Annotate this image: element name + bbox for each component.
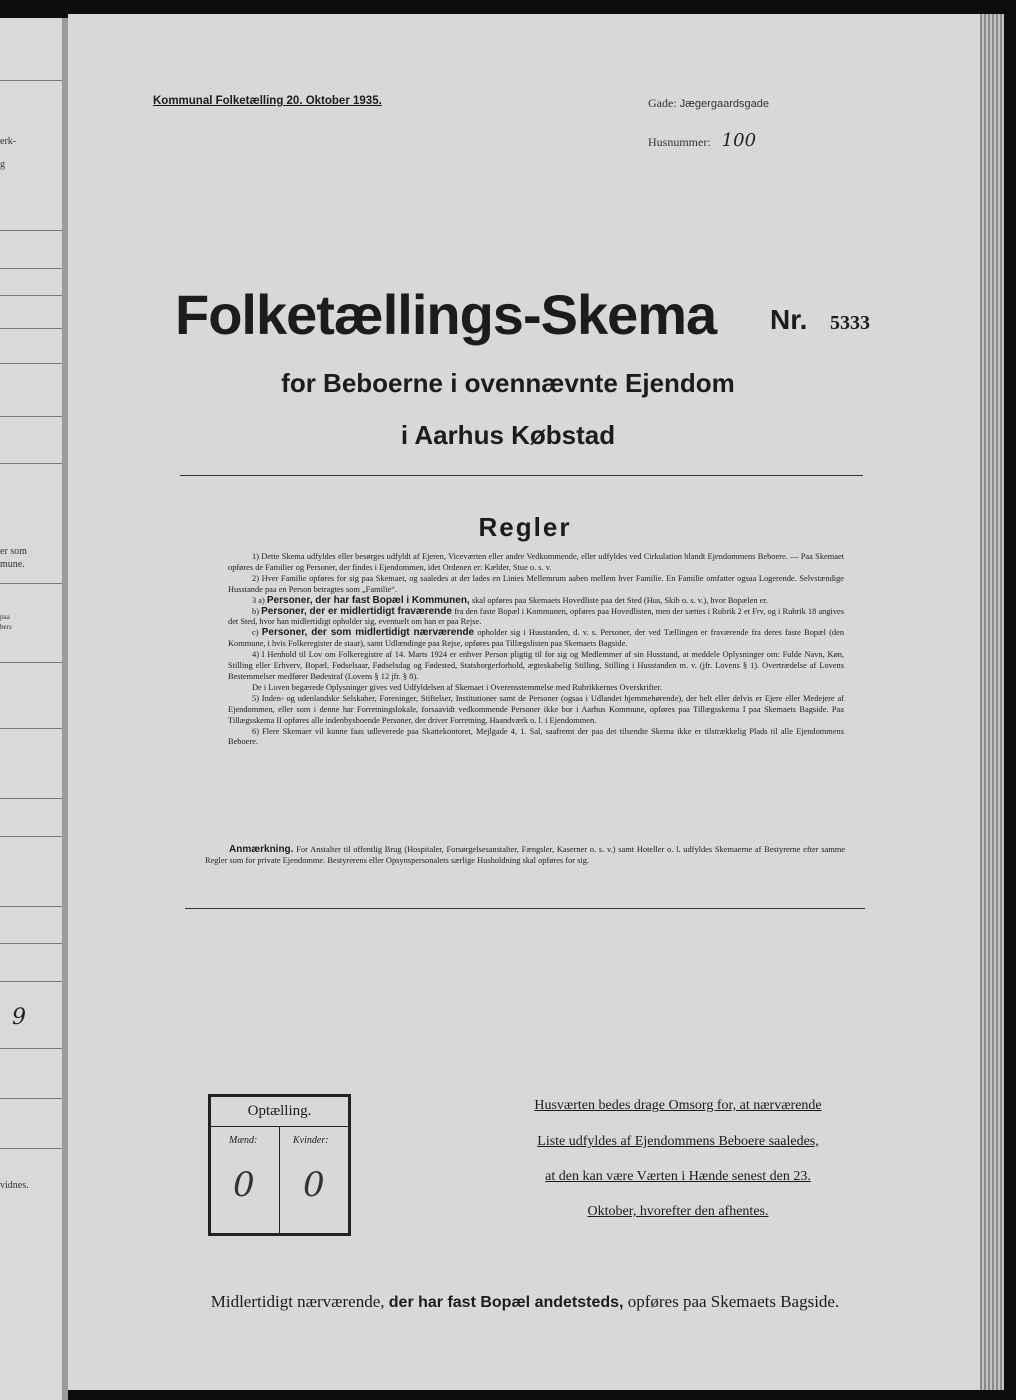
rule-line	[0, 416, 62, 417]
count-box	[208, 1094, 351, 1236]
men-label: Mænd:	[229, 1135, 258, 1146]
left-fragment: 9	[12, 1005, 26, 1030]
rule-1: 1) Dette Skema udfyldes eller besørges udfyldt af Ejeren, Viceværten eller andre Vedkommende, eller udfyldes ved Cirkulation blandt Ejendommens Beboere. — Paa Skemaet opføres de Familier og Personer, der findes i Ejendommen, idet Ordenen er: Kælder, Stue o. s. v.	[228, 552, 844, 572]
footer-part: Midlertidigt nærværende,	[210, 1292, 385, 1311]
left-fragment: g	[0, 159, 5, 170]
divider	[180, 475, 863, 476]
footer-emphasis: der har fast Bopæl andetsteds,	[388, 1294, 624, 1311]
house-number-label: Husnummer:	[648, 135, 711, 149]
rule-2: 2) Hver Familie opføres for sig paa Skemaet, og saaledes at der lades en Linies Mellemrum aaben mellem hver Familie. En Familie omfatter ogsaa Logerende. Selvstændige Husstande paa en Person betragtes som „Familie“.	[228, 573, 844, 594]
rules-heading: Regler	[478, 512, 572, 542]
remark-label: Anmærkning.	[229, 844, 294, 855]
men-count: 0	[233, 1165, 255, 1205]
footer-note	[0, 1292, 1016, 1312]
rule-line	[0, 268, 62, 269]
women-count: 0	[303, 1165, 325, 1205]
form-number-label: Nr.	[770, 304, 808, 335]
rules-text	[228, 552, 844, 748]
rule-line	[0, 798, 62, 799]
rule-body: fra den faste Bopæl i Kommunen, opføres paa Hovedlisten, men der sættes i Rubrik 2 et Frv, og i Rubrik 18 angives det Sted, hvor han midlertidigt opholder sig, eventuelt om han er paa Rejse.	[228, 606, 845, 627]
rule-6: 6) Flere Skemaer vil kunne faas udleverede paa Skattekontoret, Mejlgade 4, 1. Sal, saafremt der paa det tilsendte Skema ikke er tilstrækkelig Plads til alle Ejendommens Beboere.	[228, 726, 844, 747]
rule-line	[0, 728, 62, 729]
left-fragment: er som	[0, 546, 27, 557]
census-date-label: Kommunal Folketælling 20. Oktober 1935.	[153, 95, 382, 107]
left-fragment: erk-	[0, 136, 17, 147]
street-value: Jægergaardsgade	[679, 98, 769, 110]
form-location: i Aarhus Købstad	[400, 420, 616, 450]
rule-line	[0, 943, 62, 944]
rule-body: opholder sig i Husstanden, d. v. s. Personer, der ved Tællingen er fraværende fra deres faste Bopæl (den Kommune, i hvis Folkeregister de staar), samt Udlændinge paa Rejse, opføres paa Tillægslisten paa Skemaets Bagside.	[228, 628, 845, 649]
rule-emphasis: Personer, der har fast Bopæl i Kommunen,	[266, 594, 470, 606]
rule-emphasis: Personer, der er midlertidigt fraværende	[261, 605, 452, 617]
rule-4b: De i Loven begærede Oplysninger gives ved Udfyldelsen af Skemaet i Overensstemmelse med Rubrikkernes Overskrifter.	[252, 682, 663, 692]
landlord-instruction-line: at den kan være Værten i Hænde senest den 23.	[545, 1169, 811, 1184]
remark-text: For Anstalter til offentlig Brug (Hospitaler, Forsørgelsesanstalter, Fængsler, Kaserner o. s. v.) samt Hoteller o. l. udfyldes Skemaerne af Bestyrerne efter samme Regler som for private Ejendomme. Bestyrerens eller Opsynspersonalets særlige Husholdning skal opføres for sig.	[205, 845, 845, 865]
rule-line	[0, 583, 62, 584]
landlord-instruction-line: Liste udfyldes af Ejendommens Beboere saaledes,	[537, 1134, 819, 1149]
rule-line	[0, 328, 62, 329]
rule-line	[0, 981, 62, 982]
street-label: Gade:	[648, 96, 677, 110]
rule-emphasis: Personer, der som midlertidigt nærværende	[261, 627, 475, 639]
landlord-instruction-line: Husværten bedes drage Omsorg for, at nærværende	[534, 1098, 822, 1113]
rule-line	[0, 1098, 62, 1099]
rule-4: 4) I Henhold til Lov om Folkeregistre af 14. Marts 1924 er enhver Person pligtig til for sig og Medlemmer af sin Husstand, at meddele Oplysninger om: Fulde Navn, Køn, Stilling eller Erhverv, Bopæl, Fødselsaar, Fødselsdag og Fødested, Statsborgerforhold, ægteskabelig Stilling, Stilling i Husstanden m. v. (jfr. Lovens § 1). Overtrædelse af Lovens Bestemmelser medfører Bødestraf (Lovens § 12 jfr. § 8).	[228, 650, 844, 681]
left-fragment: vidnes.	[0, 1180, 29, 1191]
left-fragment: mune.	[0, 559, 25, 570]
left-fragment: paa	[0, 613, 10, 621]
count-box-title: Optælling.	[247, 1103, 312, 1119]
form-subtitle: for Beboerne i ovennævnte Ejendom	[281, 368, 735, 398]
rule-line	[0, 662, 62, 663]
street-field	[648, 96, 769, 111]
rule-3b	[228, 607, 844, 629]
rule-line	[0, 836, 62, 837]
rule-line	[0, 906, 62, 907]
house-number-field	[648, 130, 756, 151]
rule-3c	[228, 628, 844, 650]
rule-line	[0, 363, 62, 364]
divider	[185, 908, 865, 909]
left-adjacent-page	[0, 18, 62, 1400]
left-fragment: bers	[0, 623, 12, 631]
rule-line	[0, 295, 62, 296]
rule-line	[0, 1048, 62, 1049]
rule-5: 5) Inden- og udenlandske Selskaber, Foreninger, Stiftelser, Institutioner samt de Personer (ogsaa i Udlandet hjemmehørende), der helt eller delvis er Ejere eller Medejere af Ejendommen, eller som i denne har Forretningslokale, forsaavidt vedkommende Personer ikke bor i Aarhus Kommune, opføres paa Tillægsskema I paa Skemaets Bagside. Paa Tillægsskema II opføres alle indenbysboende Personer, der driver Forretning, Haandværk o. l. i Ejendommen.	[228, 693, 844, 725]
rule-body: skal opføres paa Skemaets Hovedliste paa det Sted (Hus, Skib o. s. v.), hvor Bopælen er.	[471, 595, 768, 605]
form-title: Folketællings-Skema	[175, 283, 717, 346]
women-label: Kvinder:	[293, 1135, 329, 1146]
footer-part: opføres paa Skemaets Bagside.	[627, 1292, 840, 1311]
rule-number: c)	[252, 628, 259, 638]
count-box-divider	[279, 1126, 280, 1233]
page-edges	[980, 14, 1004, 1390]
house-number-value: 100	[721, 130, 757, 151]
rule-line	[0, 80, 62, 81]
remark	[205, 845, 845, 867]
rule-number: b)	[252, 606, 259, 616]
rule-line	[0, 1148, 62, 1149]
rule-line	[0, 230, 62, 231]
rule-number: 3 a)	[252, 595, 265, 605]
form-number-value: 5333	[830, 312, 870, 334]
rule-line	[0, 463, 62, 464]
landlord-instruction-line: Oktober, hvorefter den afhentes.	[587, 1204, 769, 1219]
